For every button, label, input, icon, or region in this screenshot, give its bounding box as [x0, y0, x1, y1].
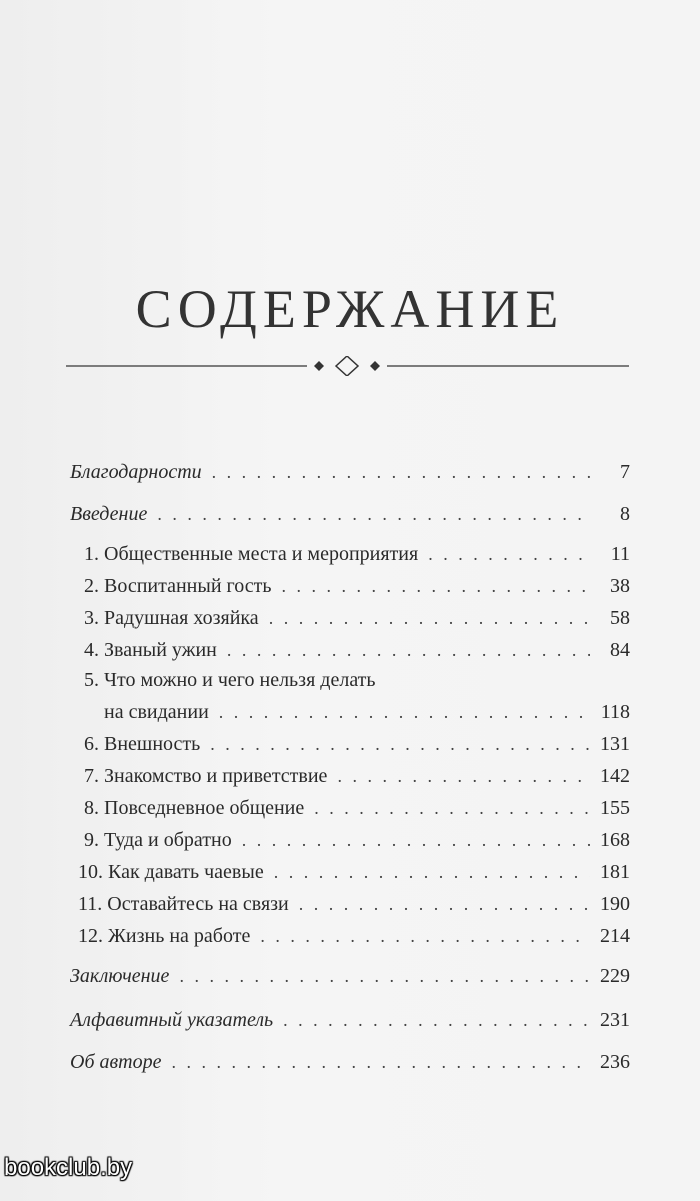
toc-entry-acknowledgements[interactable]: [70, 458, 630, 486]
ornament-diamond-center: [336, 356, 358, 376]
toc-entry-chapter-10[interactable]: [70, 858, 630, 886]
toc-entry-chapter-5[interactable]: [76, 698, 630, 726]
toc-entry-page: 118: [600, 701, 630, 723]
toc-entry-page: 214: [600, 925, 630, 947]
toc-entry-about-author[interactable]: [70, 1048, 630, 1076]
toc-leader-dots: [428, 540, 590, 568]
toc-entry-page: 229: [600, 965, 630, 987]
toc-entry-index[interactable]: [70, 1006, 630, 1034]
toc-leader-dots: [242, 826, 590, 854]
toc-leader-dots: [281, 572, 590, 600]
toc-entry-label: Алфавитный указатель: [70, 1009, 274, 1031]
toc-leader-dots: [212, 458, 590, 486]
toc-leader-dots: [260, 922, 590, 950]
toc-leader-dots: [299, 890, 590, 918]
toc-entry-page: 7: [620, 461, 630, 483]
toc-entry-chapter-4[interactable]: [76, 636, 630, 664]
toc-entry-page: 236: [600, 1051, 630, 1073]
toc-leader-dots: [314, 794, 590, 822]
toc-entry-chapter-3[interactable]: [76, 604, 630, 632]
toc-entry-chapter-5-line1[interactable]: [76, 666, 630, 694]
toc-entry-page: 84: [610, 639, 630, 661]
toc-entry-label-line1: 5. Что можно и чего нельзя делать: [84, 669, 376, 691]
title-ornament: [66, 356, 629, 376]
toc-entry-label: Благодарности: [70, 461, 202, 483]
toc-leader-dots: [337, 762, 590, 790]
toc-entry-label: Об авторе: [70, 1051, 162, 1073]
toc-entry-page: 142: [600, 765, 630, 787]
toc-entry-label: 11. Оставайтесь на связи: [78, 893, 289, 915]
toc-entry-label: 7. Знакомство и приветствие: [84, 765, 328, 787]
toc-entry-page: 155: [600, 797, 630, 819]
toc-entry-chapter-6[interactable]: [76, 730, 630, 758]
toc-entry-page: 168: [600, 829, 630, 851]
toc-entry-introduction[interactable]: [70, 500, 630, 528]
toc-leader-dots: [179, 962, 590, 990]
toc-leader-dots: [219, 698, 590, 726]
toc-entry-label: 8. Повседневное общение: [84, 797, 305, 819]
toc-entry-label: 10. Как давать чаевые: [78, 861, 264, 883]
toc-entry-label: 3. Радушная хозяйка: [84, 607, 259, 629]
toc-entry-page: 8: [620, 503, 630, 525]
toc-entry-label: 12. Жизнь на работе: [78, 925, 251, 947]
toc-entry-chapter-7[interactable]: [76, 762, 630, 790]
toc-entry-chapter-2[interactable]: [76, 572, 630, 600]
toc-leader-dots: [227, 636, 590, 664]
toc-entry-page: 231: [600, 1009, 630, 1031]
page-title: СОДЕРЖАНИЕ: [135, 279, 565, 339]
toc-leader-dots: [269, 604, 590, 632]
toc-entry-conclusion[interactable]: [70, 962, 630, 990]
toc-leader-dots: [210, 730, 590, 758]
toc-entry-label-line2: на свидании: [104, 701, 209, 723]
toc-entry-label: Заключение: [70, 965, 170, 987]
toc-entry-chapter-9[interactable]: [76, 826, 630, 854]
toc-entry-label: 4. Званый ужин: [84, 639, 217, 661]
toc-entry-label: 1. Общественные места и мероприятия: [84, 543, 419, 565]
toc-entry-label: Введение: [70, 503, 148, 525]
ornament-diamond-left: [314, 361, 324, 371]
site-watermark: bookclub.by: [4, 1154, 133, 1181]
toc-entry-page: 11: [610, 543, 630, 565]
toc-entry-page: 38: [610, 575, 630, 597]
toc-entry-label: 6. Внешность: [84, 733, 201, 755]
toc-entry-page: 131: [600, 733, 630, 755]
toc-entry-chapter-1[interactable]: [76, 540, 630, 568]
toc-leader-dots: [172, 1048, 590, 1076]
toc-leader-dots: [274, 858, 590, 886]
ornament-diamond-right: [370, 361, 380, 371]
toc-entry-page: 58: [610, 607, 630, 629]
toc-entry-chapter-12[interactable]: [70, 922, 630, 950]
toc-entry-label: 2. Воспитанный гость: [84, 575, 272, 597]
toc-leader-dots: [283, 1006, 590, 1034]
toc-entry-page: 181: [600, 861, 630, 883]
toc-leader-dots: [157, 500, 590, 528]
toc-entry-page: 190: [600, 893, 630, 915]
toc-entry-chapter-8[interactable]: [76, 794, 630, 822]
toc-entry-chapter-11[interactable]: [70, 890, 630, 918]
toc-entry-label: 9. Туда и обратно: [84, 829, 232, 851]
